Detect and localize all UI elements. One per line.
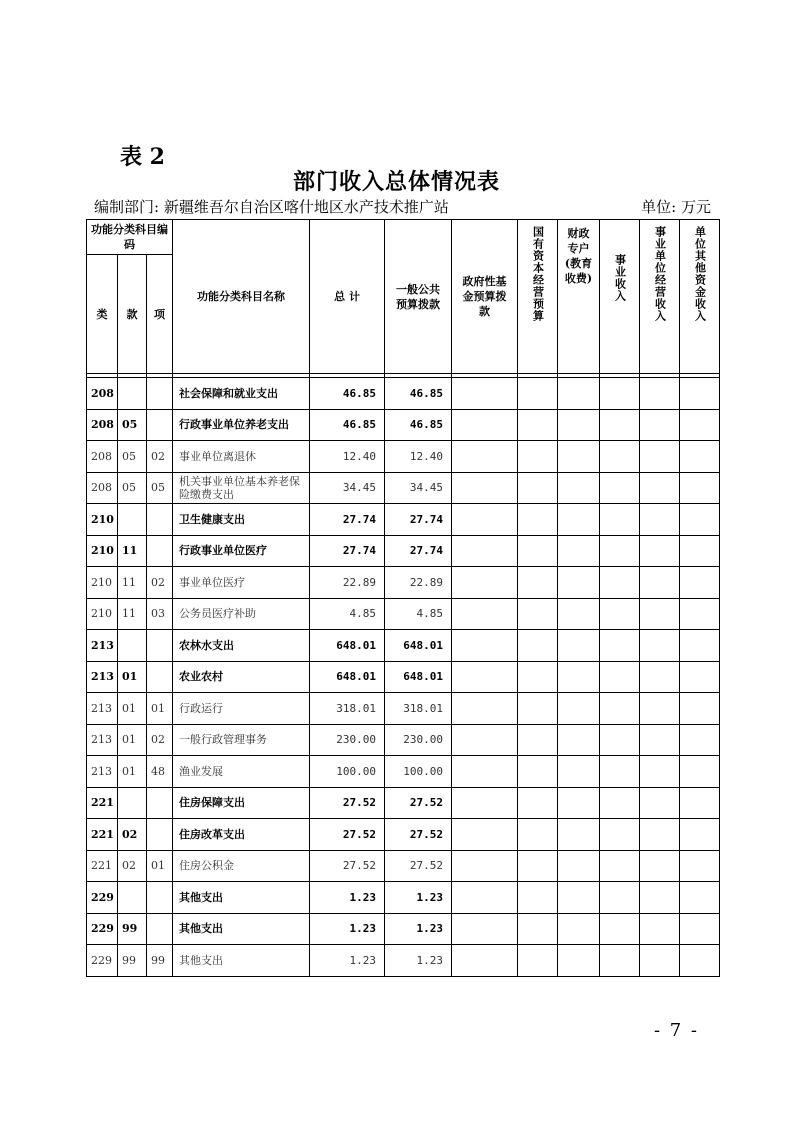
cell-name: 行政事业单位医疗 [173,535,310,567]
cell-gov-fund [452,409,518,441]
cell-business-income [600,882,640,914]
cell-lei: 213 [87,661,118,693]
cell-fiscal-special [558,535,600,567]
cell-gov-fund [452,441,518,473]
cell-fiscal-special [558,661,600,693]
table-row [87,504,720,536]
cell-state-capital [518,724,558,756]
unit-label: 单位: 万元 [641,198,711,216]
cell-state-capital [518,819,558,851]
cell-total: 1.23 [310,882,385,914]
cell-total: 12.40 [310,441,385,473]
cell-kuan: 99 [118,913,147,945]
department-label: 编制部门: 新疆维吾尔自治区喀什地区水产技术推广站 [94,198,449,216]
cell-general-budget: 12.40 [385,441,452,473]
cell-unit-business-income [640,756,680,788]
cell-fiscal-special [558,724,600,756]
cell-total: 46.85 [310,378,385,410]
cell-name: 机关事业单位基本养老保险缴费支出 [173,472,310,504]
cell-unit-business-income [640,630,680,662]
cell-fiscal-special [558,567,600,599]
cell-other-income [680,724,720,756]
cell-other-income [680,441,720,473]
cell-gov-fund [452,913,518,945]
cell-gov-fund [452,882,518,914]
cell-gov-fund [452,724,518,756]
cell-kuan: 01 [118,661,147,693]
cell-lei: 221 [87,819,118,851]
table-row [87,787,720,819]
cell-total: 648.01 [310,630,385,662]
cell-name: 行政运行 [173,693,310,725]
cell-xiang: 01 [147,693,173,725]
cell-business-income [600,756,640,788]
cell-name: 行政事业单位养老支出 [173,409,310,441]
cell-state-capital [518,913,558,945]
cell-xiang [147,913,173,945]
cell-xiang: 02 [147,441,173,473]
cell-kuan [118,378,147,410]
cell-lei: 221 [87,787,118,819]
cell-gov-fund [452,598,518,630]
cell-general-budget: 1.23 [385,882,452,914]
cell-other-income [680,819,720,851]
cell-total: 230.00 [310,724,385,756]
cell-gov-fund [452,472,518,504]
cell-gov-fund [452,567,518,599]
cell-general-budget: 27.52 [385,850,452,882]
cell-xiang: 02 [147,724,173,756]
cell-business-income [600,378,640,410]
cell-xiang [147,661,173,693]
cell-kuan: 01 [118,724,147,756]
cell-unit-business-income [640,945,680,977]
cell-state-capital [518,472,558,504]
cell-general-budget: 1.23 [385,913,452,945]
cell-business-income [600,598,640,630]
table-row [87,472,720,504]
cell-fiscal-special [558,693,600,725]
cell-gov-fund [452,504,518,536]
cell-xiang [147,504,173,536]
cell-other-income [680,504,720,536]
cell-other-income [680,945,720,977]
cell-unit-business-income [640,850,680,882]
table-row [87,441,720,473]
cell-kuan: 05 [118,409,147,441]
cell-lei: 210 [87,535,118,567]
cell-name: 公务员医疗补助 [173,598,310,630]
cell-general-budget: 318.01 [385,693,452,725]
cell-state-capital [518,661,558,693]
cell-unit-business-income [640,409,680,441]
cell-total: 46.85 [310,409,385,441]
cell-other-income [680,882,720,914]
cell-general-budget: 46.85 [385,378,452,410]
table-row [87,598,720,630]
cell-general-budget: 648.01 [385,661,452,693]
table-row [87,567,720,599]
table-row [87,693,720,725]
cell-general-budget: 4.85 [385,598,452,630]
cell-state-capital [518,504,558,536]
cell-gov-fund [452,693,518,725]
cell-other-income [680,661,720,693]
cell-xiang [147,787,173,819]
cell-lei: 221 [87,850,118,882]
cell-business-income [600,630,640,662]
cell-unit-business-income [640,535,680,567]
table-row [87,756,720,788]
cell-total: 27.74 [310,504,385,536]
cell-total: 22.89 [310,567,385,599]
cell-unit-business-income [640,441,680,473]
table-row [87,850,720,882]
cell-general-budget: 27.52 [385,819,452,851]
table-row [87,819,720,851]
cell-xiang: 99 [147,945,173,977]
cell-name: 其他支出 [173,945,310,977]
header-xiang: 项 [147,255,173,374]
header-general-budget: 一般公共预算拨款 [385,220,452,374]
cell-general-budget: 1.23 [385,945,452,977]
cell-kuan: 11 [118,567,147,599]
income-table [86,219,720,977]
cell-fiscal-special [558,378,600,410]
cell-unit-business-income [640,693,680,725]
table-row [87,945,720,977]
cell-fiscal-special [558,630,600,662]
cell-other-income [680,567,720,599]
cell-gov-fund [452,378,518,410]
cell-xiang: 03 [147,598,173,630]
cell-fiscal-special [558,441,600,473]
table-row [87,913,720,945]
cell-other-income [680,598,720,630]
cell-total: 100.00 [310,756,385,788]
table-row [87,882,720,914]
cell-name: 其他支出 [173,913,310,945]
cell-lei: 213 [87,693,118,725]
cell-unit-business-income [640,598,680,630]
cell-business-income [600,819,640,851]
cell-state-capital [518,598,558,630]
cell-business-income [600,787,640,819]
cell-state-capital [518,409,558,441]
table-row [87,724,720,756]
cell-total: 318.01 [310,693,385,725]
cell-general-budget: 27.52 [385,787,452,819]
cell-lei: 210 [87,598,118,630]
cell-xiang: 48 [147,756,173,788]
cell-gov-fund [452,756,518,788]
cell-name: 社会保障和就业支出 [173,378,310,410]
cell-total: 648.01 [310,661,385,693]
header-func-code: 功能分类科目编码 [87,220,173,255]
cell-kuan [118,882,147,914]
cell-general-budget: 46.85 [385,409,452,441]
cell-unit-business-income [640,819,680,851]
cell-general-budget: 34.45 [385,472,452,504]
cell-unit-business-income [640,378,680,410]
cell-unit-business-income [640,504,680,536]
cell-fiscal-special [558,756,600,788]
cell-lei: 229 [87,882,118,914]
cell-unit-business-income [640,661,680,693]
cell-state-capital [518,378,558,410]
cell-general-budget: 22.89 [385,567,452,599]
cell-xiang: 05 [147,472,173,504]
cell-fiscal-special [558,850,600,882]
cell-unit-business-income [640,913,680,945]
cell-fiscal-special [558,787,600,819]
cell-fiscal-special [558,504,600,536]
cell-xiang [147,819,173,851]
cell-name: 住房保障支出 [173,787,310,819]
cell-name: 农林水支出 [173,630,310,662]
header-kuan: 款 [118,255,147,374]
cell-state-capital [518,567,558,599]
cell-business-income [600,504,640,536]
cell-name: 渔业发展 [173,756,310,788]
header-total: 总 计 [310,220,385,374]
cell-general-budget: 100.00 [385,756,452,788]
cell-total: 27.74 [310,535,385,567]
header-lei: 类 [87,255,118,374]
cell-general-budget: 27.74 [385,504,452,536]
header-gov-fund: 政府性基金预算拨款 [452,220,518,374]
cell-name: 农业农村 [173,661,310,693]
cell-general-budget: 27.74 [385,535,452,567]
cell-lei: 229 [87,913,118,945]
cell-kuan: 02 [118,850,147,882]
cell-state-capital [518,535,558,567]
cell-total: 1.23 [310,913,385,945]
cell-lei: 210 [87,504,118,536]
cell-other-income [680,850,720,882]
cell-fiscal-special [558,913,600,945]
cell-lei: 213 [87,630,118,662]
cell-total: 27.52 [310,787,385,819]
cell-state-capital [518,787,558,819]
cell-kuan: 99 [118,945,147,977]
cell-total: 27.52 [310,850,385,882]
cell-state-capital [518,945,558,977]
cell-other-income [680,378,720,410]
cell-other-income [680,472,720,504]
cell-unit-business-income [640,472,680,504]
cell-business-income [600,472,640,504]
cell-business-income [600,441,640,473]
cell-name: 住房改革支出 [173,819,310,851]
cell-name: 住房公积金 [173,850,310,882]
cell-kuan [118,787,147,819]
cell-other-income [680,756,720,788]
cell-state-capital [518,693,558,725]
cell-business-income [600,945,640,977]
cell-xiang [147,535,173,567]
cell-name: 其他支出 [173,882,310,914]
cell-lei: 210 [87,567,118,599]
cell-business-income [600,913,640,945]
cell-state-capital [518,882,558,914]
cell-xiang [147,409,173,441]
table-body [87,378,720,977]
cell-other-income [680,693,720,725]
cell-kuan: 05 [118,441,147,473]
cell-kuan: 05 [118,472,147,504]
cell-unit-business-income [640,724,680,756]
cell-fiscal-special [558,409,600,441]
cell-lei: 229 [87,945,118,977]
header-unit-business-income: 事业单位经营收入 [640,220,680,374]
cell-lei: 208 [87,441,118,473]
table-row [87,661,720,693]
cell-gov-fund [452,535,518,567]
cell-other-income [680,535,720,567]
cell-business-income [600,567,640,599]
cell-unit-business-income [640,787,680,819]
cell-other-income [680,787,720,819]
cell-fiscal-special [558,945,600,977]
cell-other-income [680,630,720,662]
cell-state-capital [518,756,558,788]
table-row [87,378,720,410]
cell-xiang [147,882,173,914]
header-state-capital: 国有资本经营预算 [518,220,558,374]
header-business-income: 事业收入 [600,220,640,374]
cell-total: 34.45 [310,472,385,504]
cell-kuan: 11 [118,535,147,567]
cell-lei: 208 [87,409,118,441]
page-title: 部门收入总体情况表 [292,169,500,195]
cell-kuan: 11 [118,598,147,630]
cell-name: 事业单位医疗 [173,567,310,599]
cell-state-capital [518,850,558,882]
page-number: - 7 - [653,1020,699,1041]
cell-unit-business-income [640,882,680,914]
cell-business-income [600,661,640,693]
cell-gov-fund [452,945,518,977]
cell-gov-fund [452,850,518,882]
cell-name: 卫生健康支出 [173,504,310,536]
cell-lei: 213 [87,724,118,756]
cell-xiang [147,630,173,662]
cell-fiscal-special [558,882,600,914]
cell-xiang: 01 [147,850,173,882]
cell-business-income [600,850,640,882]
cell-other-income [680,913,720,945]
cell-state-capital [518,630,558,662]
cell-kuan [118,630,147,662]
header-other-income: 单位其他资金收入 [680,220,720,374]
cell-gov-fund [452,661,518,693]
cell-fiscal-special [558,472,600,504]
cell-business-income [600,409,640,441]
cell-gov-fund [452,787,518,819]
cell-general-budget: 230.00 [385,724,452,756]
cell-business-income [600,724,640,756]
cell-general-budget: 648.01 [385,630,452,662]
cell-other-income [680,409,720,441]
cell-total: 4.85 [310,598,385,630]
cell-business-income [600,535,640,567]
cell-business-income [600,693,640,725]
table-row [87,535,720,567]
cell-kuan [118,504,147,536]
cell-fiscal-special [558,819,600,851]
cell-kuan: 01 [118,693,147,725]
cell-kuan: 02 [118,819,147,851]
cell-fiscal-special [558,598,600,630]
cell-total: 27.52 [310,819,385,851]
table-row [87,409,720,441]
cell-total: 1.23 [310,945,385,977]
header-func-name: 功能分类科目名称 [173,220,310,374]
cell-name: 事业单位离退休 [173,441,310,473]
cell-gov-fund [452,819,518,851]
cell-kuan: 01 [118,756,147,788]
table-row [87,630,720,662]
header-fiscal-special: 财政专户(教育收费) [558,220,600,374]
cell-lei: 208 [87,378,118,410]
cell-gov-fund [452,630,518,662]
cell-lei: 213 [87,756,118,788]
cell-name: 一般行政管理事务 [173,724,310,756]
table-label: 表 2 [120,144,165,170]
cell-xiang [147,378,173,410]
cell-lei: 208 [87,472,118,504]
cell-state-capital [518,441,558,473]
cell-xiang: 02 [147,567,173,599]
cell-unit-business-income [640,567,680,599]
